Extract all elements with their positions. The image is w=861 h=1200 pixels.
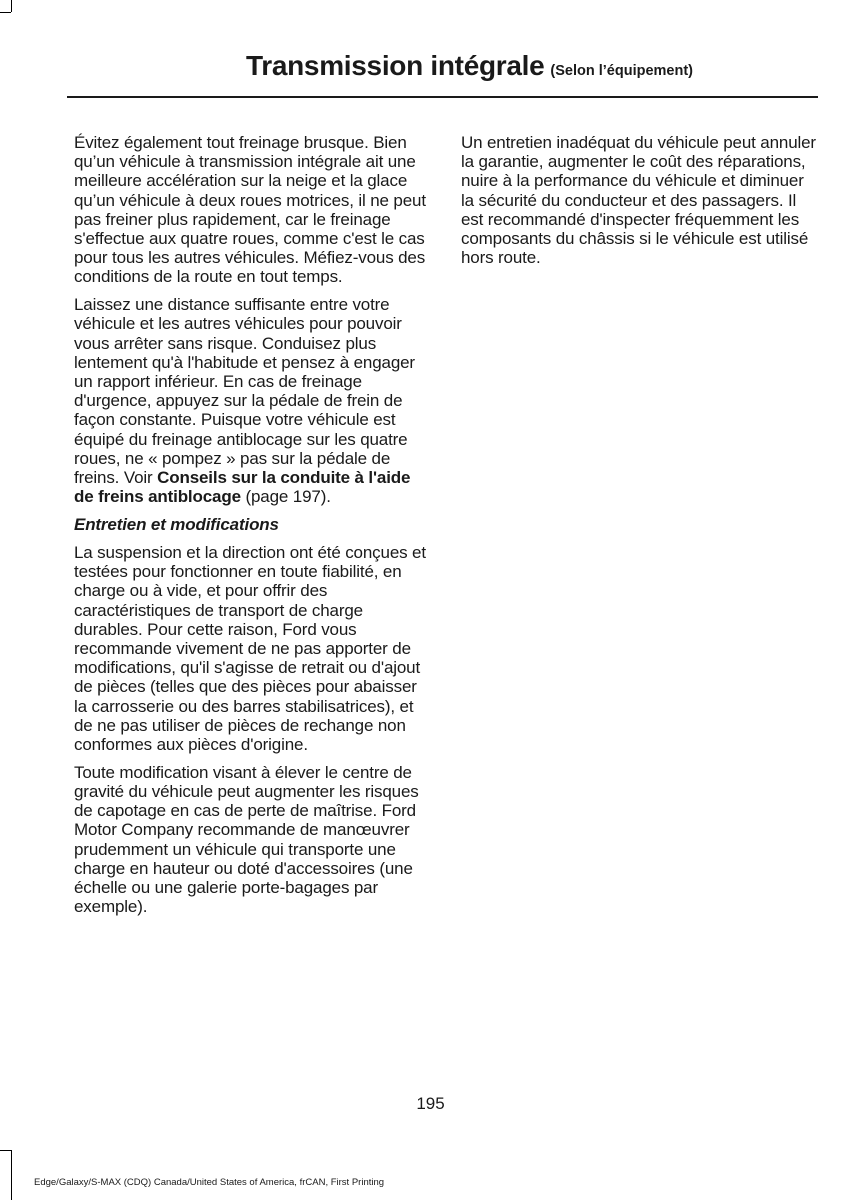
crop-mark-top-left — [11, 0, 12, 12]
left-column — [74, 133, 428, 925]
crop-mark-top-left-horizontal — [0, 12, 11, 13]
crop-mark-bottom-left — [11, 1150, 12, 1200]
page-header — [246, 50, 693, 82]
paragraph-suspension: La suspension et la direction ont été conçues et testées pour fonctionner en toute fiabilité, en charge ou à vide, et pour offrir des caractéristiques de transport de charge durables. Pour cette raison, Ford vous recommande vivement de ne pas apporter de modifications, qu'il s'agisse de retrait ou d'ajout de pièces (telles que des pièces pour abaisser la carrosserie ou des barres stabilisatrices), et de ne pas utiliser de pièces de rechange non conformes aux pièces d'origine. — [74, 543, 426, 755]
page-reference: (page 197). — [240, 487, 331, 507]
page-title: Transmission intégrale — [246, 50, 545, 81]
paragraph-distance — [74, 295, 428, 506]
section-heading: Entretien et modifications — [74, 514, 279, 534]
paragraph-distance-text: Laissez une distance suffisante entre votre véhicule et les autres véhicules pour pouvoir vous arrêter sans risque. Conduisez plus lentement qu'à l'habitude et pensez à engager un rapport inférieur. En cas de freinage d'urgence, appuyez sur la pédale de frein de façon constante. Puisque votre véhicule est équipé du freinage antiblocage sur les quatre roues, ne « pompez » pas sur la pédale de freins. Voir — [74, 295, 415, 487]
paragraph-center-of-gravity: Toute modification visant à élever le centre de gravité du véhicule peut augmenter les risques de capotage en cas de perte de maîtrise. Ford Motor Company recommande de manœuvrer prudemment un véhicule qui transporte une charge en hauteur ou doté d'accessoires (une échelle ou une galerie porte-bagages par exemple). — [74, 762, 419, 917]
page-subtitle: (Selon l’équipement) — [550, 63, 693, 79]
paragraph-braking: Évitez également tout freinage brusque. Bien qu’un véhicule à transmission intégrale ait une meilleure accélération sur la neige et la glace qu’un véhicule à deux roues motrices, il ne peut pas freiner plus rapidement, car le freinage s'effectue aux quatre roues, comme c'est le cas pour tous les autres véhicules. Méfiez-vous des conditions de la route en tout temps. — [74, 133, 426, 287]
page-number: 195 — [416, 1094, 445, 1113]
crop-mark-bottom-left-horizontal — [0, 1150, 11, 1151]
footer-text: Edge/Galaxy/S-MAX (CDQ) Canada/United States of America, frCAN, First Printing — [34, 1177, 385, 1188]
header-rule — [67, 96, 818, 98]
paragraph-maintenance: Un entretien inadéquat du véhicule peut annuler la garantie, augmenter le coût des réparations, nuire à la performance du véhicule et diminuer la sécurité du conducteur et des passagers. Il est recommandé d'inspecter fréquemment les composants du châssis si le véhicule est utilisé hors route. — [461, 133, 816, 268]
antilock-brakes-link[interactable]: Conseils sur la conduite à l'aide de freins antiblocage — [74, 467, 411, 507]
right-column — [461, 133, 817, 276]
